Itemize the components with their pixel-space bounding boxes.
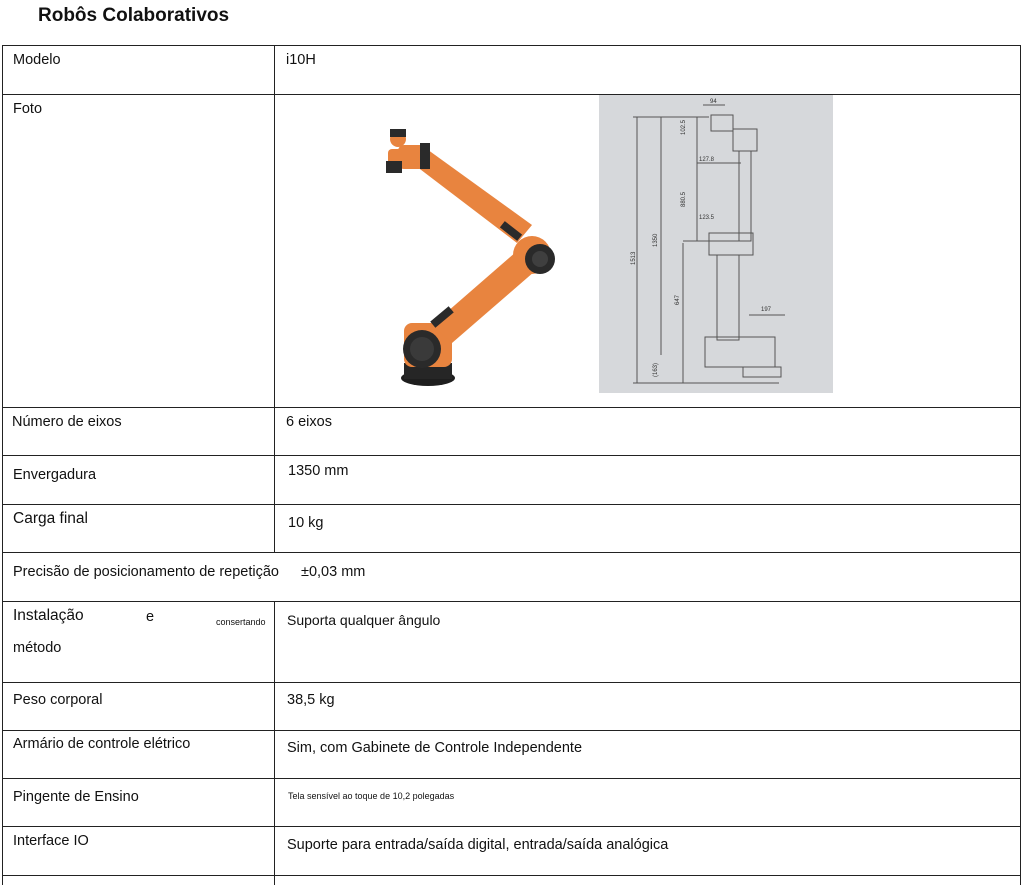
modelo-value: i10H <box>286 52 316 68</box>
instalacao-label-e: e <box>146 609 155 625</box>
row-divider <box>2 552 1021 553</box>
column-divider <box>274 601 275 885</box>
row-divider <box>2 778 1021 779</box>
precisao-label: Precisão de posicionamento de repetição <box>13 564 279 580</box>
dim-647: 647 <box>675 294 681 305</box>
carga-value: 10 kg <box>288 515 324 531</box>
dim-127-8: 127.8 <box>699 157 715 163</box>
table-border-left <box>2 45 3 885</box>
envergadura-value: 1350 mm <box>288 463 349 479</box>
instalacao-label: Instalação <box>13 607 84 624</box>
envergadura-label: Envergadura <box>13 467 97 483</box>
row-divider <box>2 455 1021 456</box>
armario-label: Armário de controle elétrico <box>13 736 191 752</box>
row-divider <box>2 504 1021 505</box>
peso-label: Peso corporal <box>13 692 103 708</box>
pingente-label: Pingente de Ensino <box>13 789 139 805</box>
precisao-value: ±0,03 mm <box>301 564 366 580</box>
row-divider <box>2 601 1021 602</box>
row-divider <box>2 45 1021 46</box>
row-divider <box>2 826 1021 827</box>
spec-table <box>2 45 1021 885</box>
foto-label: Foto <box>13 101 43 117</box>
dimension-drawing <box>599 95 833 393</box>
instalacao-value: Suporta qualquer ângulo <box>287 612 441 628</box>
io-value: Suporte para entrada/saída digital, entrada/saída analógica <box>287 837 669 853</box>
dim-94: 94 <box>710 99 717 105</box>
eixos-value: 6 eixos <box>286 414 332 430</box>
peso-value: 38,5 kg <box>287 692 335 708</box>
eixos-label: Número de eixos <box>12 414 122 430</box>
dim-102-5: 102.5 <box>681 119 687 135</box>
armario-value: Sim, com Gabinete de Controle Independente <box>287 740 583 756</box>
row-divider <box>2 407 1021 408</box>
modelo-label: Modelo <box>13 52 61 68</box>
robot-arm-image <box>382 125 572 395</box>
dim-123-5: 123.5 <box>699 215 715 221</box>
instalacao-label-metodo: método <box>13 640 62 656</box>
row-divider <box>2 682 1021 683</box>
carga-label: Carga final <box>13 510 88 527</box>
instalacao-label-small: consertando <box>216 617 266 627</box>
io-label: Interface IO <box>13 833 89 849</box>
photo-cell <box>274 95 1021 407</box>
page-title: Robôs Colaborativos <box>38 5 230 26</box>
dim-163: (163) <box>653 362 659 377</box>
pingente-value: Tela sensível ao toque de 10,2 polegadas <box>288 791 455 801</box>
dim-197: 197 <box>761 307 772 313</box>
row-divider <box>2 875 1021 876</box>
row-divider <box>2 730 1021 731</box>
dim-1350: 1350 <box>653 233 659 247</box>
dim-880-5: 880.5 <box>681 191 687 207</box>
dim-1513: 1513 <box>631 251 637 265</box>
